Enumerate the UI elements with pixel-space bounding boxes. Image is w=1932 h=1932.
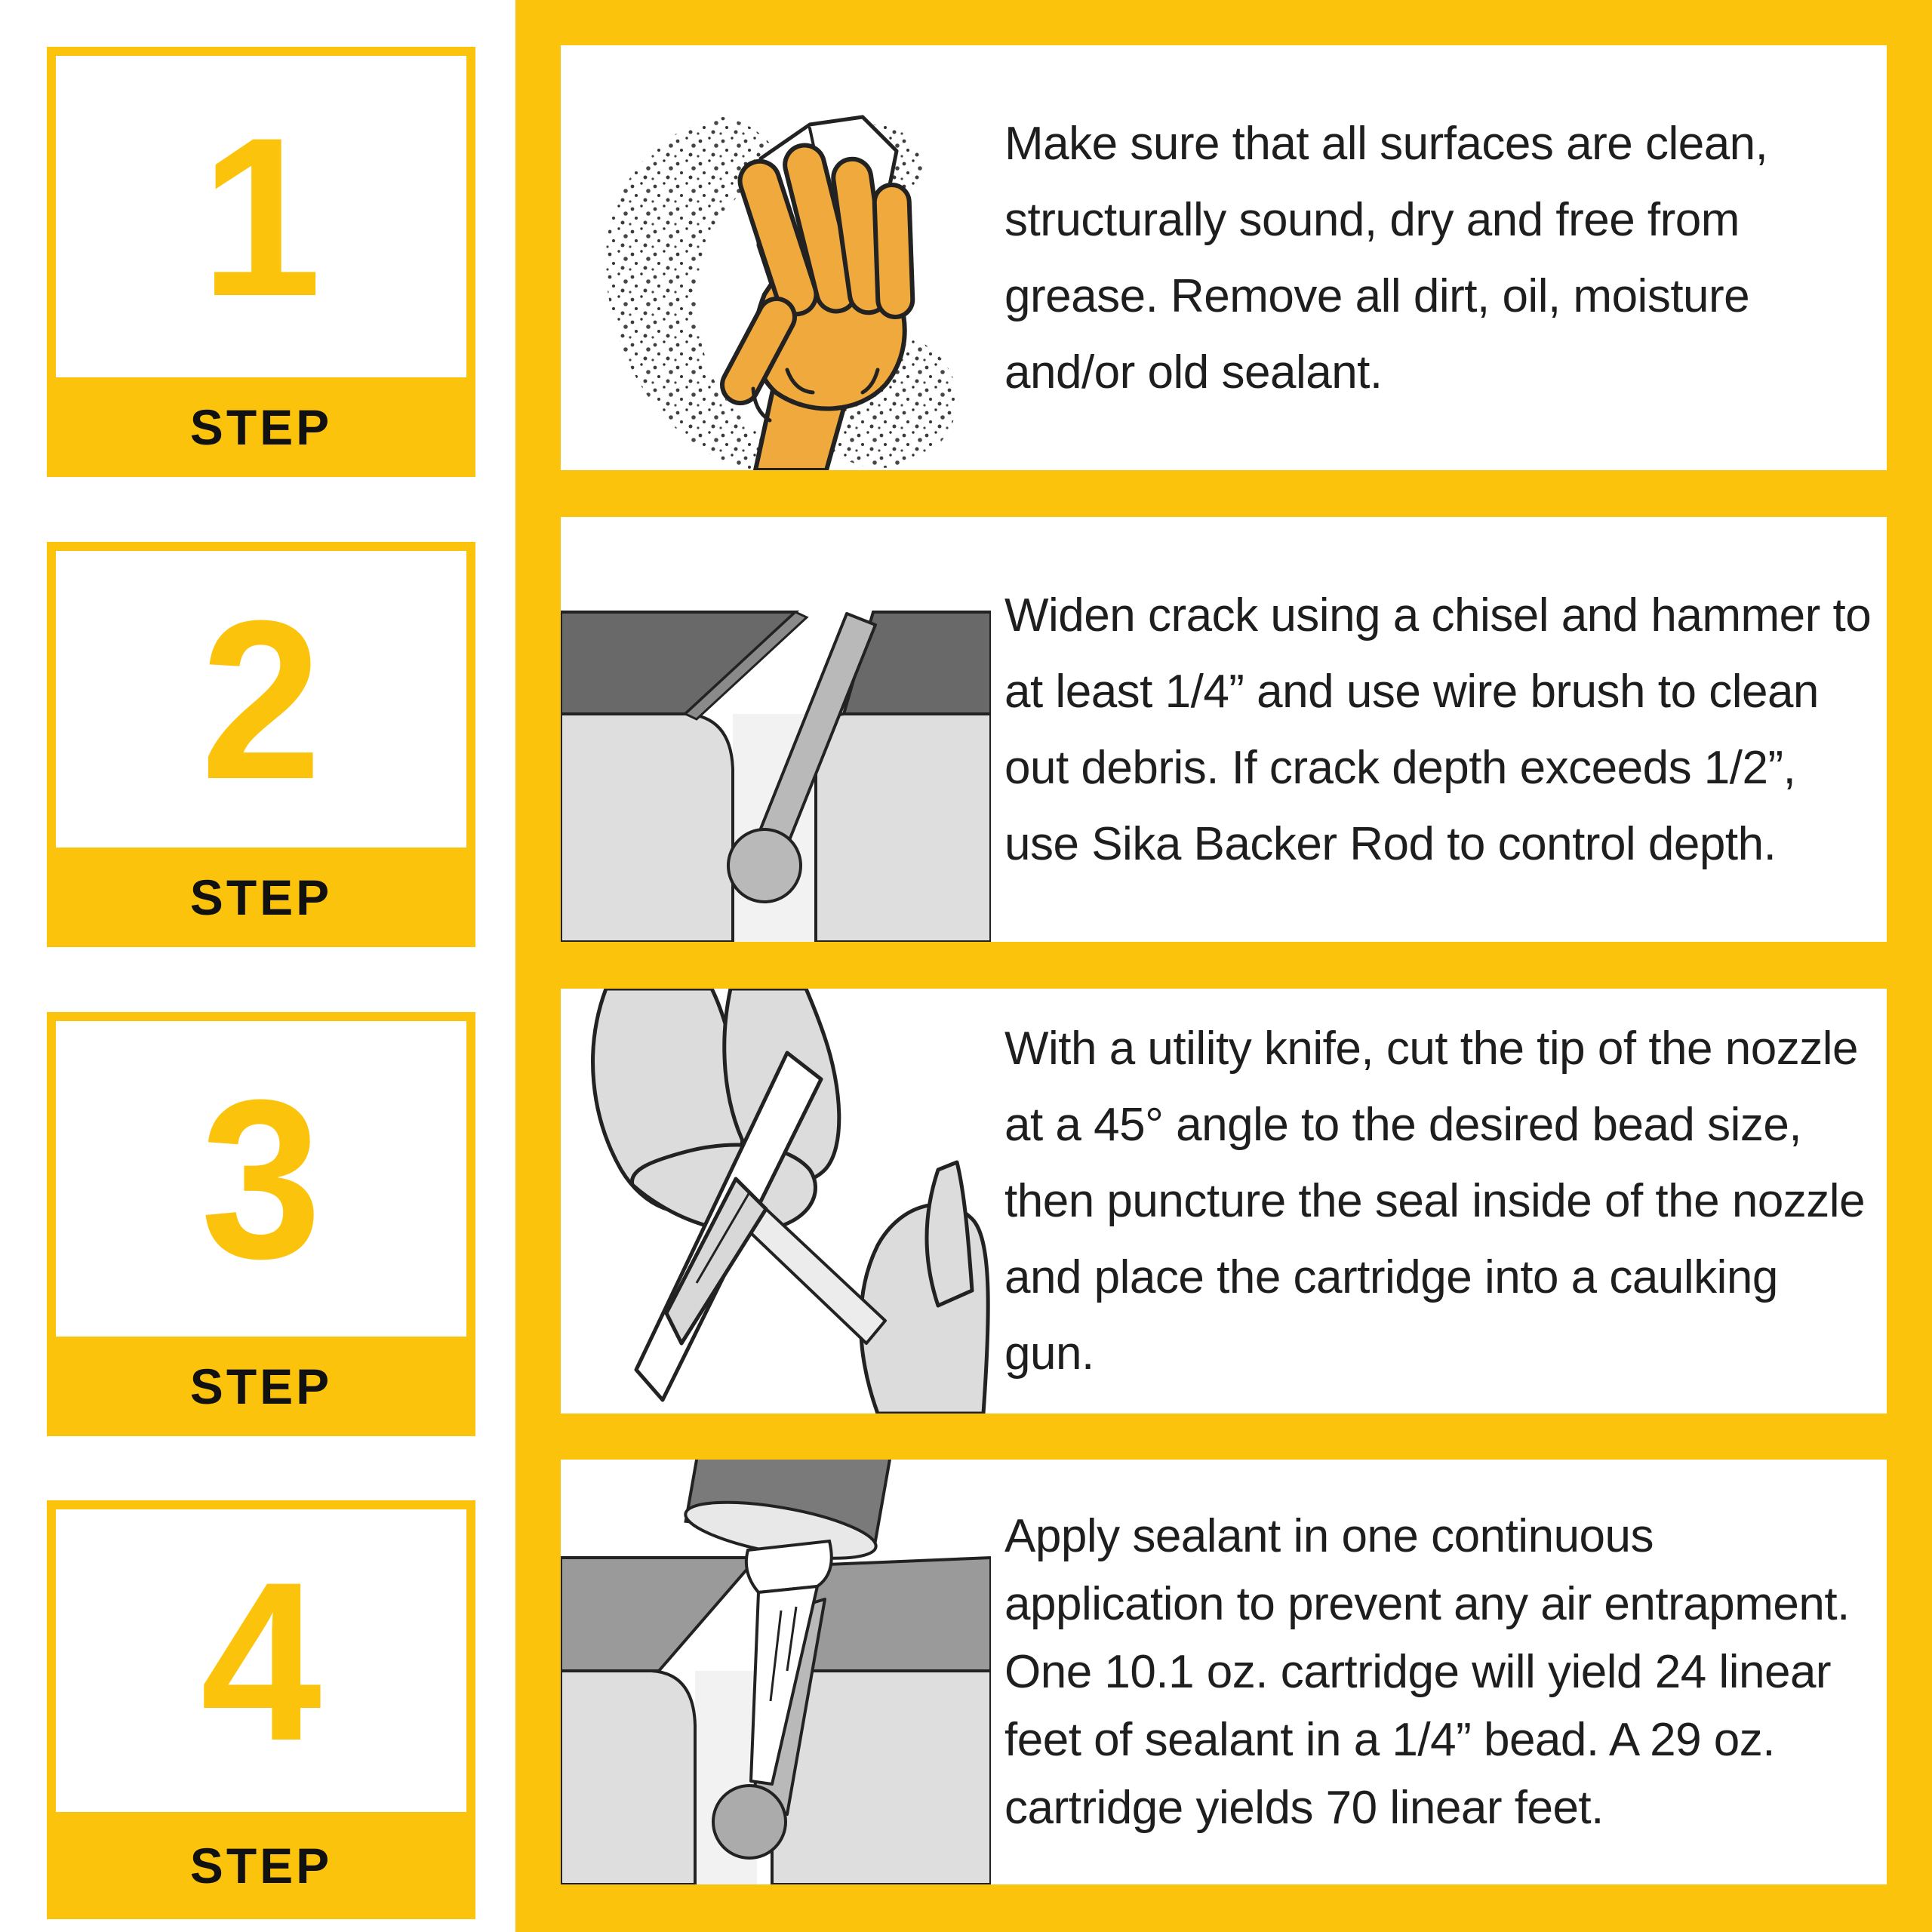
instruction-text-2: [1004, 517, 1873, 942]
instruction-card-1: [561, 45, 1887, 470]
sealant-application-icon: [561, 1460, 991, 1884]
step-2-badge: [47, 542, 475, 947]
step-1-badge: [47, 47, 475, 477]
step-1-number: 1: [200, 90, 322, 343]
step-4-number: 4: [200, 1534, 322, 1788]
nozzle-cutting-icon: [561, 989, 991, 1414]
step-3-label: STEP: [189, 1358, 333, 1414]
step-2-label-bar: [47, 848, 475, 947]
step-1-label-bar: [47, 377, 475, 477]
step-2-number: 2: [200, 572, 322, 826]
instructions-panel: [515, 0, 1932, 1932]
step-4-label: STEP: [189, 1838, 333, 1894]
step-3-badge: [47, 1012, 475, 1436]
hand-wiping-icon: [561, 45, 991, 470]
instruction-card-3: [561, 989, 1887, 1414]
instruction-card-2: [561, 517, 1887, 942]
instruction-text-3-content: With a utility knife, cut the tip of the nozzle at a 45° angle to the desired bead size, then puncture the seal inside of the nozzle and place the cartridge into a caulking gun.: [1004, 1023, 1866, 1380]
instruction-text-3: [1004, 989, 1873, 1414]
instruction-text-4-content: Apply sealant in one continuous application to prevent any air entrapment. One 10.1 oz. cartridge will yield 24 linear feet of sealant in a 1/4” bead. A 29 oz. cartridge yields 70 linear feet.: [1004, 1509, 1850, 1834]
instruction-text-1: [1004, 45, 1873, 470]
instruction-text-4: [1004, 1460, 1873, 1884]
step-3-label-bar: [47, 1337, 475, 1436]
instruction-text-1-content: Make sure that all surfaces are clean, structurally sound, dry and free from grease. Remove all dirt, oil, moisture and/or old sealant.: [1004, 117, 1768, 398]
instruction-card-4: [561, 1460, 1887, 1884]
step-4-label-bar: [47, 1812, 475, 1919]
step-4-badge: [47, 1500, 475, 1919]
instruction-text-2-content: Widen crack using a chisel and hammer to at least 1/4” and use wire brush to clean out debris. If crack depth exceeds 1/2”, use Sika Backer Rod to control depth.: [1004, 589, 1872, 870]
crack-cross-section-icon: [561, 517, 991, 942]
step-1-label: STEP: [189, 399, 333, 455]
step-2-label: STEP: [189, 869, 333, 925]
step-3-number: 3: [200, 1052, 322, 1306]
